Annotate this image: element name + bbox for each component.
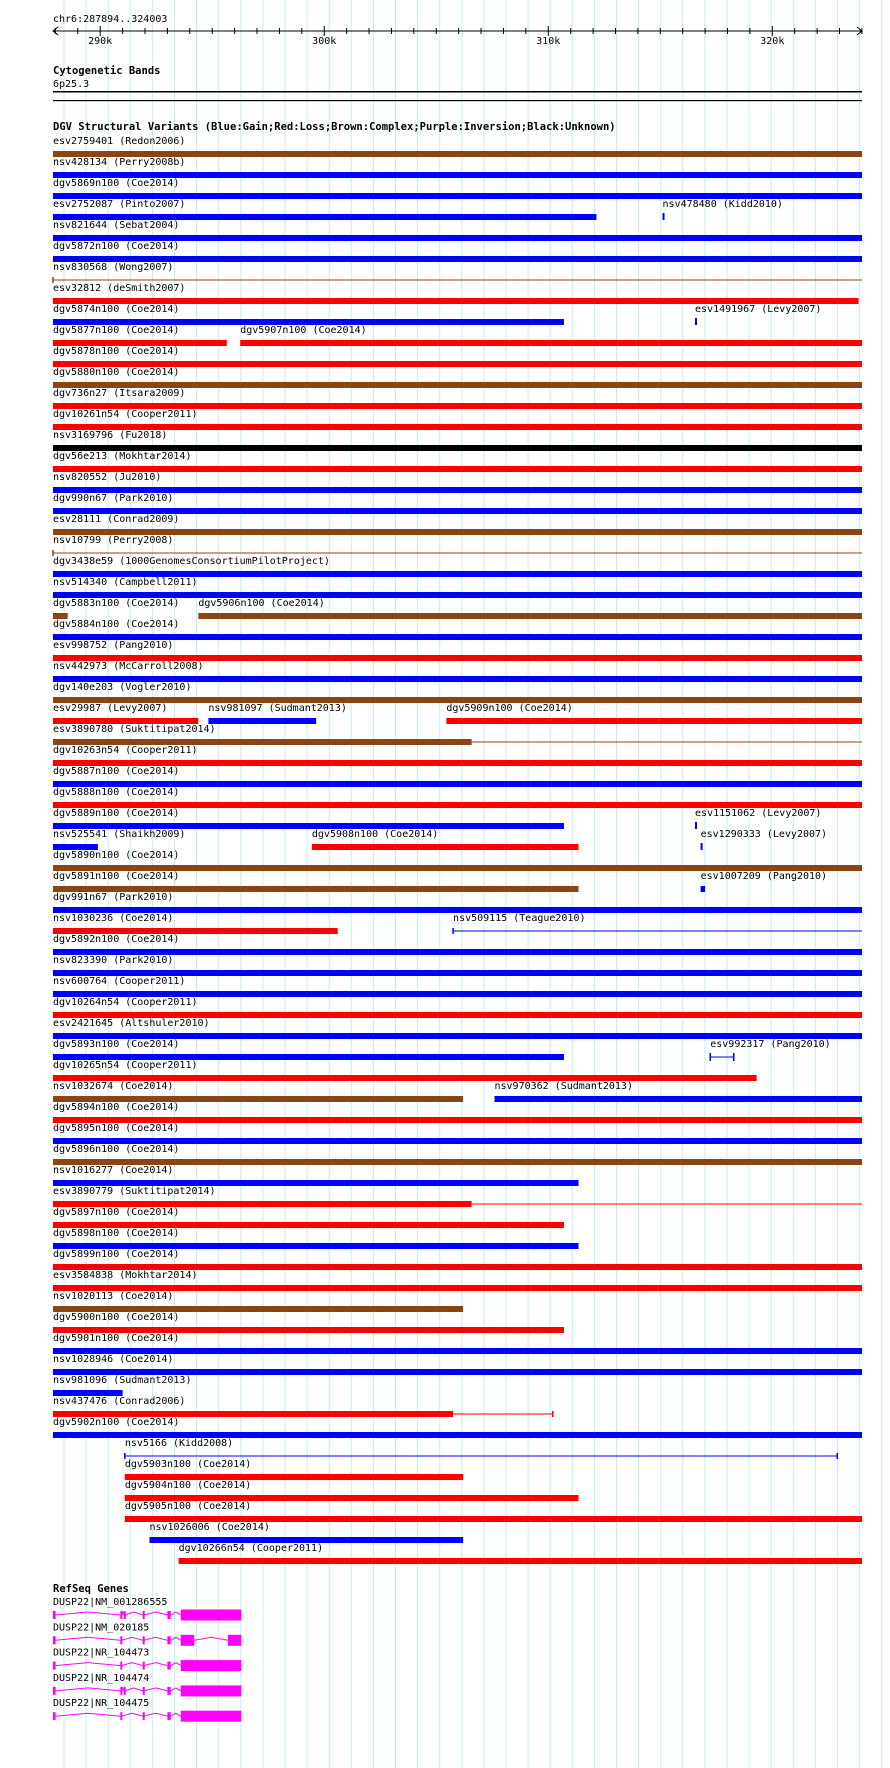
refseq-track-title: RefSeq Genes [53, 1583, 129, 1595]
variant-feature [53, 724, 862, 745]
variant-feature [53, 1270, 862, 1291]
gene-label: DUSP22|NM_001286555 [53, 1597, 168, 1608]
variant-feature [663, 199, 783, 220]
variant-feature [53, 388, 862, 409]
gene-feature [53, 1597, 241, 1621]
cytoband-name: 6p25.3 [53, 79, 90, 90]
gene-intron [171, 1688, 181, 1691]
variant-label: dgv5908n100 (Coe2014) [311, 829, 439, 840]
variant-feature [53, 808, 564, 829]
gene-intron [56, 1713, 121, 1716]
variant-bar [53, 466, 862, 472]
variant-label: esv992317 (Pang2010) [710, 1039, 831, 1050]
gene-label: DUSP22|NM_020185 [53, 1622, 150, 1634]
variant-label: dgv5883n100 (Coe2014) [53, 598, 180, 609]
gene-intron [56, 1612, 121, 1615]
variant-bar [446, 718, 862, 724]
variant-feature [53, 997, 862, 1018]
gene-intron [144, 1688, 168, 1691]
variant-feature [53, 1417, 862, 1438]
variant-bar [695, 822, 697, 829]
variant-label: dgv5896n100 (Coe2014) [53, 1144, 180, 1155]
gene-exon [143, 1636, 145, 1644]
gene-intron [194, 1637, 228, 1640]
variant-feature [53, 556, 862, 577]
variant-bar [198, 613, 862, 619]
gene-exon [124, 1687, 126, 1695]
variant-label: nsv3169796 (Fu2018) [53, 430, 168, 441]
variant-label: dgv5877n100 (Coe2014) [53, 325, 180, 336]
gene-exon [167, 1636, 170, 1644]
variant-feature [53, 283, 859, 304]
cytoband-band [53, 91, 862, 93]
variant-feature [53, 451, 862, 472]
variant-feature [125, 1459, 463, 1480]
variant-feature [240, 325, 862, 346]
variant-feature [53, 619, 862, 640]
variant-label: dgv5878n100 (Coe2014) [53, 346, 180, 357]
gene-exon [143, 1687, 145, 1695]
track-separator [53, 100, 862, 101]
variant-label: esv1290333 (Levy2007) [700, 829, 828, 840]
variant-feature [125, 1501, 862, 1522]
gene-exon [120, 1687, 122, 1695]
variant-feature [695, 304, 821, 325]
variant-feature [701, 829, 827, 850]
variant-bar [701, 843, 703, 850]
variant-label: dgv5894n100 (Coe2014) [53, 1102, 180, 1113]
variant-feature [53, 976, 862, 997]
variant-label: esv998752 (Pang2010) [53, 640, 174, 651]
variant-label: esv3890780 (Suktitipat2014) [53, 724, 216, 735]
variant-feature [53, 871, 579, 892]
dgv-track-title: DGV Structural Variants (Blue:Gain;Red:Loss;Brown:Complex;Purple:Inversion;Black:Unknown) [53, 121, 616, 133]
variant-feature [53, 1144, 862, 1165]
variant-bar [53, 1285, 862, 1291]
variant-feature [453, 913, 862, 934]
variant-label: dgv5874n100 (Coe2014) [53, 304, 180, 315]
variant-feature [495, 1081, 862, 1102]
variant-label: nsv1028946 (Coe2014) [53, 1354, 174, 1365]
gene-intron [56, 1688, 121, 1691]
gene-intron [56, 1637, 121, 1640]
gene-exon [167, 1712, 170, 1720]
variant-label: nsv509115 (Teague2010) [453, 913, 586, 924]
variant-label: dgv5880n100 (Coe2014) [53, 367, 180, 378]
gene-intron [171, 1663, 181, 1666]
variant-feature [125, 1438, 837, 1459]
variant-label: nsv1016277 (Coe2014) [53, 1165, 174, 1176]
variant-feature [53, 1312, 564, 1333]
variant-feature [53, 199, 596, 220]
variant-feature [53, 1165, 579, 1186]
variant-label: esv29987 (Levy2007) [53, 703, 168, 714]
variant-label: dgv5891n100 (Coe2014) [53, 871, 180, 882]
variant-label: dgv5903n100 (Coe2014) [124, 1459, 252, 1470]
variant-label: esv2759401 (Redon2006) [53, 136, 186, 147]
variant-label: dgv5890n100 (Coe2014) [53, 850, 180, 861]
gene-exon [53, 1687, 56, 1695]
variant-label: dgv5887n100 (Coe2014) [53, 766, 180, 777]
variant-label: nsv1030236 (Coe2014) [53, 913, 174, 924]
gene-intron [125, 1612, 143, 1615]
variant-label: nsv823390 (Park2010) [53, 955, 174, 966]
variant-label: dgv736n27 (Itsara2009) [53, 388, 186, 399]
variant-label: dgv5898n100 (Coe2014) [53, 1228, 180, 1239]
gene-exon [120, 1636, 122, 1644]
ruler-tick-label: 290k [88, 36, 113, 47]
variant-label: dgv3438e59 (1000GenomesConsortiumPilotProject) [53, 556, 330, 567]
variant-feature [53, 1102, 862, 1123]
gene-exon [143, 1662, 145, 1670]
variant-label: dgv5905n100 (Coe2014) [124, 1501, 252, 1512]
variant-feature [53, 1018, 862, 1039]
variant-bar [53, 256, 862, 262]
variant-bar [663, 213, 665, 220]
gene-exon [167, 1611, 170, 1619]
variant-label: esv28111 (Conrad2009) [53, 514, 180, 525]
variant-label: esv3890779 (Suktitipat2014) [53, 1186, 216, 1197]
variant-feature [53, 157, 862, 178]
gene-exon [181, 1610, 241, 1621]
variant-feature [53, 346, 862, 367]
variant-feature [53, 304, 564, 325]
variant-feature [53, 1249, 862, 1270]
variant-bar [701, 886, 705, 892]
variant-label: esv2421645 (Altshuler2010) [53, 1018, 210, 1029]
variant-feature [53, 577, 862, 598]
variant-label: nsv600764 (Cooper2011) [53, 976, 186, 987]
variant-feature [312, 829, 579, 850]
variant-feature [53, 661, 862, 682]
gene-exon [181, 1685, 241, 1696]
variant-feature [198, 598, 862, 619]
variant-label: dgv5872n100 (Coe2014) [53, 241, 180, 252]
gene-label: DUSP22|NR_104474 [53, 1672, 150, 1684]
variant-feature [53, 787, 862, 808]
variant-label: nsv428134 (Perry2008b) [53, 157, 186, 168]
ruler-tick-label: 310k [536, 36, 561, 47]
variant-label: dgv5900n100 (Coe2014) [53, 1312, 180, 1323]
gene-intron [125, 1688, 143, 1691]
variant-label: esv2752087 (Pinto2007) [53, 199, 186, 210]
gene-exon [143, 1712, 145, 1720]
gene-feature [53, 1648, 241, 1672]
variant-feature [695, 808, 821, 829]
gene-feature [53, 1698, 241, 1722]
gene-intron [56, 1663, 121, 1666]
variant-label: esv3584838 (Mokhtar2014) [53, 1270, 198, 1281]
gene-exon [181, 1711, 241, 1722]
variant-feature [53, 1207, 564, 1228]
variant-label: nsv981097 (Sudmant2013) [208, 703, 347, 714]
variant-label: dgv5892n100 (Coe2014) [53, 934, 180, 945]
variant-label: nsv981096 (Sudmant2013) [53, 1375, 192, 1386]
gene-label: DUSP22|NR_104475 [53, 1698, 150, 1710]
variant-label: dgv5899n100 (Coe2014) [53, 1249, 180, 1260]
gene-intron [171, 1713, 181, 1716]
variant-feature [149, 1522, 463, 1543]
variant-feature [701, 871, 827, 892]
cytoband-track-title: Cytogenetic Bands [53, 65, 161, 77]
variant-feature [53, 136, 862, 157]
gene-intron [144, 1637, 168, 1640]
variant-bar [695, 318, 697, 325]
gene-intron [144, 1663, 168, 1666]
variant-bar [312, 844, 579, 850]
variant-label: dgv5897n100 (Coe2014) [53, 1207, 180, 1218]
variant-bar [53, 424, 862, 430]
ruler-tick-label: 300k [312, 36, 337, 47]
variant-label: esv32812 (deSmith2007) [53, 283, 186, 294]
variant-label: dgv5901n100 (Coe2014) [53, 1333, 180, 1344]
variant-bar [179, 1558, 862, 1564]
variant-feature [53, 682, 862, 703]
gene-exon [120, 1712, 122, 1720]
gene-exon [124, 1611, 126, 1619]
variant-label: dgv5909n100 (Coe2014) [446, 703, 573, 714]
gene-exon [53, 1611, 56, 1619]
variant-feature [53, 745, 862, 766]
variant-label: nsv5166 (Kidd2008) [124, 1438, 234, 1449]
gene-exon [120, 1611, 122, 1619]
variant-label: esv1007209 (Pang2010) [700, 871, 828, 882]
variant-feature [53, 409, 862, 430]
variant-bar [53, 487, 862, 493]
variant-label: nsv830568 (Wong2007) [53, 262, 174, 273]
variant-label: nsv437476 (Conrad2006) [53, 1396, 186, 1407]
gene-intron [121, 1637, 142, 1640]
variant-feature [53, 703, 198, 724]
variant-label: dgv5906n100 (Coe2014) [198, 598, 325, 609]
variant-label: dgv5895n100 (Coe2014) [53, 1123, 180, 1134]
variant-feature [53, 1291, 463, 1312]
variant-label: dgv10261n54 (Cooper2011) [53, 409, 198, 420]
variant-feature [53, 1039, 564, 1060]
variant-label: dgv140e203 (Vogler2010) [53, 682, 192, 693]
variant-feature [53, 1186, 862, 1207]
variant-bar [53, 634, 862, 640]
variant-bar [53, 949, 862, 955]
variant-feature [53, 1123, 862, 1144]
variant-label: nsv970362 (Sudmant2013) [494, 1081, 633, 1092]
variant-label: nsv525541 (Shaikh2009) [53, 829, 186, 840]
variant-feature [179, 1543, 862, 1564]
variant-label: nsv821644 (Sebat2004) [53, 220, 180, 231]
variant-label: dgv5907n100 (Coe2014) [240, 325, 367, 336]
variant-label: nsv1020113 (Coe2014) [53, 1291, 174, 1302]
variant-label: dgv5884n100 (Coe2014) [53, 619, 180, 630]
variant-feature [53, 766, 862, 787]
variant-feature [53, 220, 862, 241]
variant-label: nsv442973 (McCarroll2008) [53, 661, 204, 672]
variant-feature [53, 913, 338, 934]
gene-exon [120, 1662, 122, 1670]
gene-exon [167, 1687, 170, 1695]
variant-feature [53, 934, 862, 955]
gene-intron [121, 1713, 142, 1716]
variant-bar [53, 529, 862, 535]
variant-label: dgv10264n54 (Cooper2011) [53, 997, 198, 1008]
variant-label: esv1151062 (Levy2007) [695, 808, 822, 819]
variant-label: nsv820552 (Ju2010) [53, 472, 162, 483]
variant-label: dgv5888n100 (Coe2014) [53, 787, 180, 798]
variant-feature [53, 598, 179, 619]
variant-label: dgv990n67 (Park2010) [53, 493, 174, 504]
variant-feature [53, 1375, 191, 1396]
variant-label: dgv5902n100 (Coe2014) [53, 1417, 180, 1428]
gene-exon [53, 1662, 56, 1670]
variant-feature [53, 367, 862, 388]
variant-label: nsv1032674 (Coe2014) [53, 1081, 174, 1092]
variant-label: dgv10266n54 (Cooper2011) [178, 1543, 324, 1554]
variant-feature [53, 325, 227, 346]
gene-intron [144, 1713, 168, 1716]
variant-feature [53, 1228, 579, 1249]
gene-label: DUSP22|NR_104473 [53, 1647, 150, 1659]
variant-label: esv1491967 (Levy2007) [695, 304, 822, 315]
gene-feature [53, 1673, 241, 1697]
gene-intron [144, 1612, 168, 1615]
variant-feature [53, 829, 185, 850]
variant-label: dgv56e213 (Mokhtar2014) [53, 451, 192, 462]
gene-exon [53, 1636, 56, 1644]
variant-label: dgv991n67 (Park2010) [53, 892, 174, 903]
variant-label: nsv1026006 (Coe2014) [149, 1522, 270, 1533]
variant-label: dgv5893n100 (Coe2014) [53, 1039, 180, 1050]
variant-label: dgv5904n100 (Coe2014) [124, 1480, 252, 1491]
variant-feature [53, 514, 862, 535]
gene-intron [171, 1637, 181, 1640]
gene-exon [228, 1635, 241, 1646]
variant-label: dgv10265n54 (Cooper2011) [53, 1060, 198, 1071]
gene-exon [53, 1712, 56, 1720]
variant-label: dgv10263n54 (Cooper2011) [53, 745, 198, 756]
variant-feature [710, 1039, 830, 1061]
variant-label: dgv5889n100 (Coe2014) [53, 808, 180, 819]
variant-feature [53, 241, 862, 262]
variant-bar [495, 1096, 862, 1102]
gene-exon [181, 1635, 194, 1646]
variant-feature [53, 850, 862, 871]
gene-exon [143, 1611, 145, 1619]
gene-exon [167, 1662, 170, 1670]
gene-intron [121, 1663, 142, 1666]
variant-feature [53, 178, 862, 199]
variant-bar [208, 718, 316, 724]
variant-label: nsv514340 (Campbell2011) [53, 577, 198, 588]
variant-bar [53, 1159, 862, 1165]
variant-feature [208, 703, 346, 724]
refseq-genes-track [53, 1583, 241, 1722]
gene-feature [53, 1622, 241, 1646]
variant-label: dgv5869n100 (Coe2014) [53, 178, 180, 189]
ruler-position-label: chr6:287894..324003 [53, 14, 168, 25]
variant-feature [446, 703, 862, 724]
gene-exon [181, 1660, 241, 1671]
variant-label: nsv478480 (Kidd2010) [662, 199, 783, 210]
gene-intron [171, 1612, 181, 1615]
variant-feature [53, 1081, 463, 1102]
variant-feature [53, 1060, 757, 1081]
variant-label: nsv10799 (Perry2008) [53, 535, 174, 546]
variant-bar [53, 1348, 862, 1354]
variant-feature [53, 1396, 553, 1417]
ruler-tick-label: 320k [760, 36, 785, 47]
variant-feature [53, 1333, 862, 1354]
variant-bar [240, 340, 862, 346]
